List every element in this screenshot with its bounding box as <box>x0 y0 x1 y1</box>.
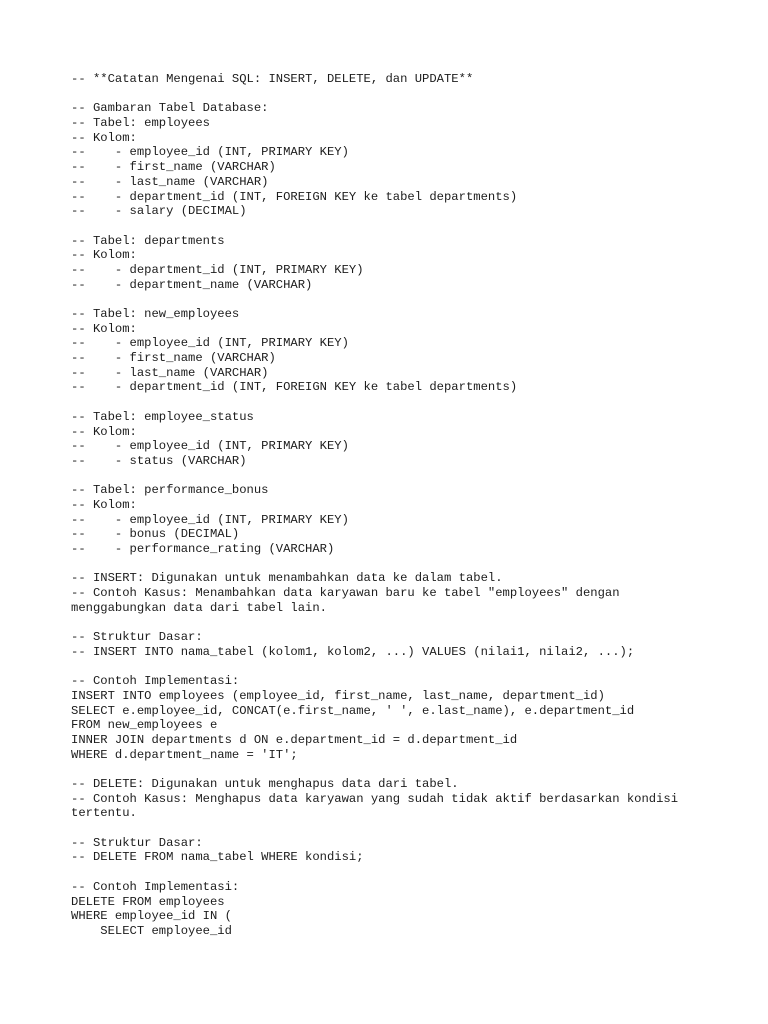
text-line: -- - department_id (INT, FOREIGN KEY ke tabel departments) <box>71 380 518 395</box>
text-line: SELECT employee_id <box>71 923 232 938</box>
blank-line <box>71 469 751 484</box>
text-line: -- **Catatan Mengenai SQL: INSERT, DELETE, dan UPDATE** <box>71 72 474 86</box>
text-line: -- INSERT: Digunakan untuk menambahkan data ke dalam tabel. <box>71 571 503 586</box>
text-line: WHERE employee_id IN ( <box>71 909 232 924</box>
blank-line <box>71 865 751 880</box>
text-line: -- - department_id (INT, FOREIGN KEY ke tabel departments) <box>71 189 518 204</box>
text-line: -- - employee_id (INT, PRIMARY KEY) <box>71 145 349 160</box>
text-line: -- - last_name (VARCHAR) <box>71 174 269 189</box>
blank-line <box>71 762 751 777</box>
blank-line <box>71 615 751 630</box>
text-line: -- Tabel: departments <box>71 233 225 248</box>
text-line: -- - status (VARCHAR) <box>71 453 247 468</box>
blank-line <box>71 87 751 102</box>
text-line: -- - department_name (VARCHAR) <box>71 277 313 292</box>
text-line: -- Contoh Implementasi: <box>71 674 240 689</box>
text-line: DELETE FROM employees <box>71 894 225 909</box>
text-line: -- Kolom: <box>71 248 137 263</box>
text-line: -- Kolom: <box>71 424 137 439</box>
text-line: INSERT INTO employees (employee_id, first_name, last_name, department_id) <box>71 688 605 703</box>
blank-line <box>71 660 751 675</box>
text-line: -- Tabel: performance_bonus <box>71 483 269 498</box>
text-line: -- Contoh Kasus: Menambahkan data karyawan baru ke tabel "employees" dengan <box>71 586 620 601</box>
text-line: -- Tabel: employee_status <box>71 409 254 424</box>
sql-notes-text <box>71 72 751 939</box>
text-line: -- Kolom: <box>71 130 137 145</box>
text-line: -- DELETE FROM nama_tabel WHERE kondisi; <box>71 850 364 865</box>
text-line: WHERE d.department_name = 'IT'; <box>71 747 298 762</box>
text-line: -- Tabel: new_employees <box>71 307 240 321</box>
blank-line <box>71 557 751 572</box>
text-line: -- - last_name (VARCHAR) <box>71 365 269 380</box>
blank-line <box>71 395 751 410</box>
text-line: -- Gambaran Tabel Database: <box>71 101 269 116</box>
text-line: -- DELETE: Digunakan untuk menghapus data dari tabel. <box>71 777 459 791</box>
text-line: SELECT e.employee_id, CONCAT(e.first_name, ' ', e.last_name), e.department_id <box>71 703 635 718</box>
text-line: -- Contoh Implementasi: <box>71 879 240 894</box>
text-line: tertentu. <box>71 806 137 821</box>
text-line: -- Kolom: <box>71 497 137 512</box>
blank-line <box>71 219 751 234</box>
text-line: -- - first_name (VARCHAR) <box>71 160 276 175</box>
text-line: -- - employee_id (INT, PRIMARY KEY) <box>71 336 349 351</box>
blank-line <box>71 821 751 836</box>
text-line: -- - department_id (INT, PRIMARY KEY) <box>71 262 364 277</box>
text-line: -- - salary (DECIMAL) <box>71 204 247 219</box>
text-line: -- Tabel: employees <box>71 116 210 131</box>
text-line: -- - performance_rating (VARCHAR) <box>71 542 335 556</box>
text-line: INNER JOIN departments d ON e.department_id = d.department_id <box>71 732 518 747</box>
text-line: -- - employee_id (INT, PRIMARY KEY) <box>71 439 349 454</box>
text-line: FROM new_employees e <box>71 718 218 733</box>
text-line: -- - employee_id (INT, PRIMARY KEY) <box>71 512 349 527</box>
text-line: -- Struktur Dasar: <box>71 835 203 850</box>
blank-line <box>71 292 751 307</box>
text-line: -- Kolom: <box>71 321 137 336</box>
text-line: -- - bonus (DECIMAL) <box>71 527 240 542</box>
text-line: -- INSERT INTO nama_tabel (kolom1, kolom2, ...) VALUES (nilai1, nilai2, ...); <box>71 644 635 659</box>
text-line: -- Struktur Dasar: <box>71 630 203 645</box>
text-line: menggabungkan data dari tabel lain. <box>71 600 327 615</box>
text-line: -- - first_name (VARCHAR) <box>71 351 276 366</box>
text-line: -- Contoh Kasus: Menghapus data karyawan yang sudah tidak aktif berdasarkan kondisi <box>71 791 679 806</box>
